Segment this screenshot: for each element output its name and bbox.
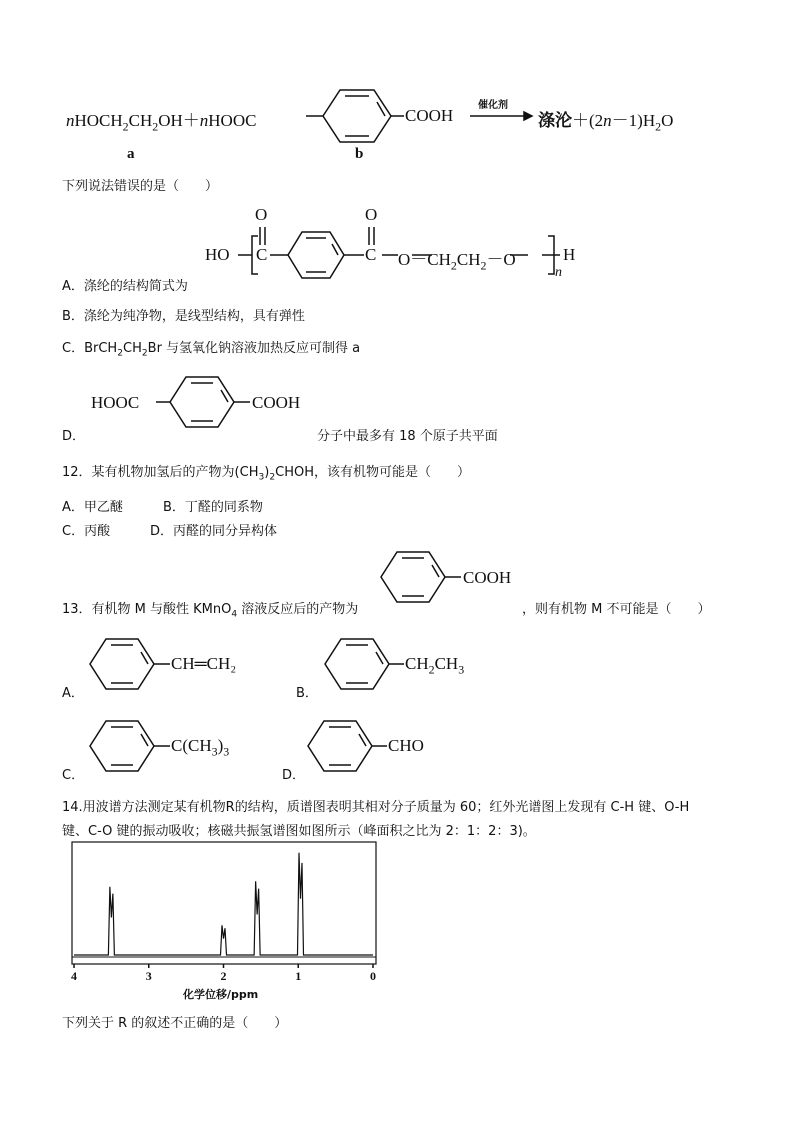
q13-a-group: CH═CH₂ bbox=[171, 654, 237, 673]
poly-ho: HO bbox=[205, 245, 230, 264]
nmr-tick-label: 4 bbox=[71, 969, 77, 983]
q11-option-d-text: 分子中最多有 18 个原子共平面 bbox=[317, 429, 498, 444]
q13-d-group: CHO bbox=[388, 736, 424, 755]
nmr-tick-label: 0 bbox=[370, 969, 376, 983]
d-cooh: COOH bbox=[252, 393, 301, 412]
poly-c1: C bbox=[256, 245, 268, 264]
q14-prompt: 下列关于 R 的叙述不正确的是（ ） bbox=[62, 1016, 288, 1031]
q13-stem: 13．有机物 M 与酸性 KMnO$_4$ 溶液反应后的产物为 bbox=[62, 602, 359, 620]
q13-option-a-label: A． bbox=[62, 686, 84, 701]
nmr-tick-label: 1 bbox=[295, 969, 302, 983]
q13-c-group: $C(CH_3)_3$ bbox=[171, 736, 230, 759]
q12-stem: 12．某有机物加氢后的产物为$(CH_3)_2CHOH$，该有机物可能是（ ） bbox=[62, 465, 471, 483]
nmr-x-axis-label: 化学位移/ppm bbox=[183, 988, 259, 1001]
catalyst-label: 催化剂 bbox=[478, 100, 508, 111]
nmr-tick-label: 2 bbox=[220, 969, 227, 983]
q12-option-a: A．甲乙醚 bbox=[62, 500, 123, 515]
q12-option-b: B．丁醛的同系物 bbox=[163, 500, 263, 515]
nmr-x-axis bbox=[71, 964, 376, 983]
reaction-lhs: $nHOCH_2CH_2OH+nHOOC$ bbox=[66, 111, 257, 134]
q13-b-group: $CH_2CH_3$ bbox=[405, 654, 465, 677]
poly-h: H bbox=[563, 245, 576, 264]
q13-stem-post: ，则有机物 M 不可能是（ ） bbox=[522, 602, 711, 617]
poly-ester: $O-CH_2CH_2-O$ bbox=[398, 250, 516, 273]
q11-option-d-label: D． bbox=[62, 429, 86, 444]
nmr-tick-label: 3 bbox=[145, 969, 152, 983]
poly-o1: O bbox=[255, 205, 268, 224]
q13-option-c-label: C． bbox=[62, 768, 85, 783]
q11-option-a: A．涤纶的结构简式为 bbox=[62, 279, 188, 294]
poly-n: n bbox=[555, 265, 562, 280]
label-a: a bbox=[127, 146, 135, 162]
q14-stem-line1: 14.用波谱方法测定某有机物R的结构，质谱图表明其相对分子质量为 60；红外光谱图上发现有 C-H 键、O-H bbox=[62, 800, 690, 815]
q12-option-d: D．丙醛的同分异构体 bbox=[150, 524, 278, 539]
label-b: b bbox=[355, 146, 364, 162]
reaction-product: 涤沦$+(2n-1)H_2O$ bbox=[538, 111, 674, 134]
q13-product-cooh: COOH bbox=[463, 568, 512, 587]
reaction-cooh: COOH bbox=[405, 106, 454, 125]
q11-option-c: C．$BrCH_2CH_2Br$ 与氢氧化钠溶液加热反应可制得 a bbox=[62, 341, 361, 359]
poly-c2: C bbox=[365, 245, 377, 264]
q11-prompt: 下列说法错误的是（ ） bbox=[62, 179, 219, 194]
q14-stem-line2: 键、C-O 键的振动吸收；核磁共振氢谱图如图所示（峰面积之比为 2：1：2：3)。 bbox=[62, 824, 536, 839]
q13-option-d-label: D． bbox=[282, 768, 306, 783]
nmr-trace bbox=[74, 853, 373, 955]
q11-option-b: B．涤纶为纯净物，是线型结构，具有弹性 bbox=[62, 309, 305, 324]
d-hooc: HOOC bbox=[91, 393, 140, 412]
q13-option-b-label: B． bbox=[296, 686, 318, 701]
q12-option-c: C．丙酸 bbox=[62, 524, 111, 539]
poly-o2: O bbox=[365, 205, 378, 224]
